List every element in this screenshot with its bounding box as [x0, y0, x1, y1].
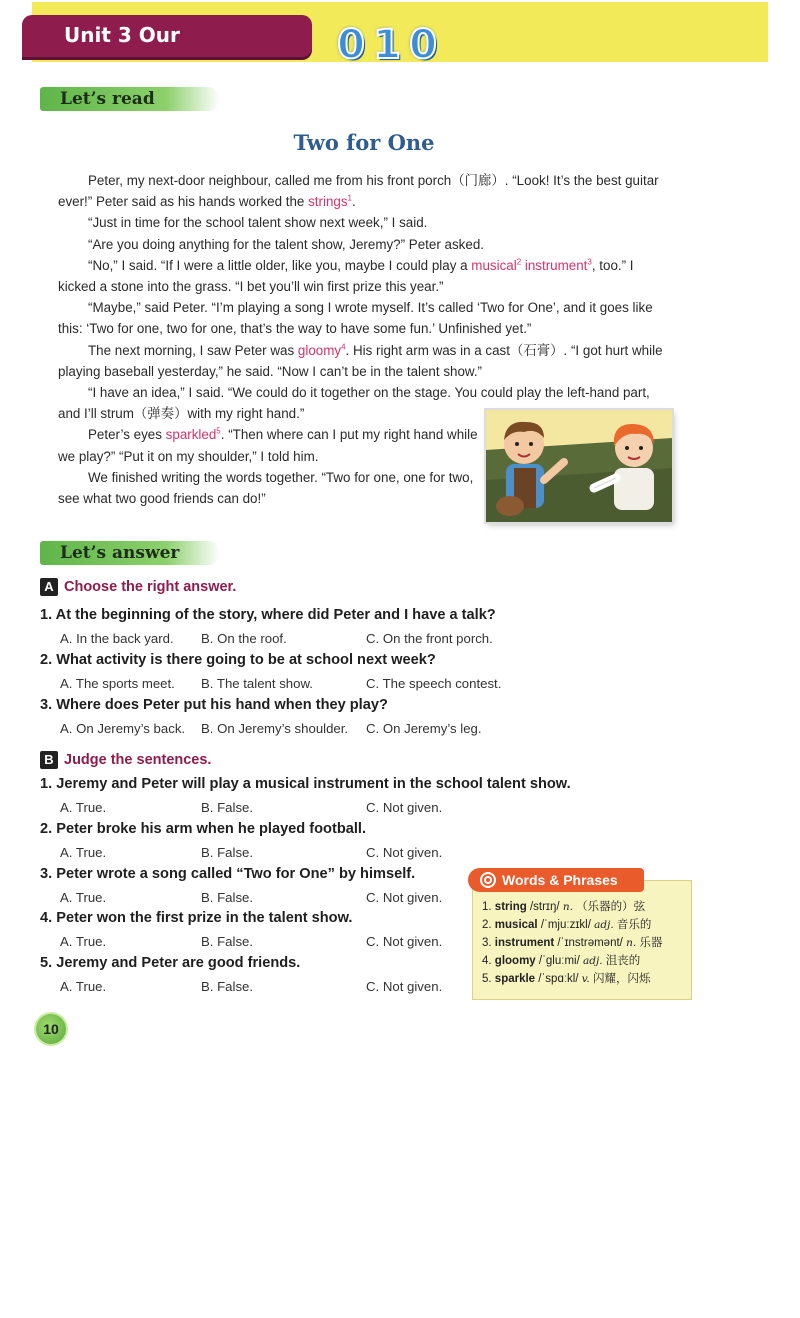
option[interactable]: A. True.: [60, 800, 107, 815]
option[interactable]: B. The talent show.: [201, 676, 313, 691]
keyword: gloomy: [297, 342, 342, 358]
page-digit: 0: [337, 22, 365, 68]
words-phrases-tag: [468, 868, 644, 892]
keyword: strings: [308, 194, 348, 210]
vocab-list: [482, 898, 662, 988]
keyword: instrument: [524, 257, 588, 273]
question: 3. Peter wrote a song called “Two for One” by himself.: [40, 866, 416, 882]
story-illustration: [486, 410, 672, 522]
section-letter: A: [40, 578, 58, 596]
option[interactable]: B. False.: [201, 979, 254, 994]
question: 2. What activity is there going to be at school next week?: [40, 652, 436, 668]
story-paragraph: The next morning, I saw Peter was gloomy$^4$. His right arm was in a cast（石膏）. “I got hurt while playing baseball yesterday,” he said. “Now I can’t be in the talent show.”: [58, 342, 663, 379]
option[interactable]: B. False.: [201, 800, 254, 815]
section-title: Choose the right answer.: [64, 579, 237, 595]
option[interactable]: C. Not given.: [366, 979, 443, 994]
option[interactable]: C. On the front porch.: [366, 631, 493, 646]
option[interactable]: A. True.: [60, 845, 107, 860]
question: 2. Peter broke his arm when he played football.: [40, 821, 367, 837]
keyword: musical: [471, 257, 517, 273]
option[interactable]: C. Not given.: [366, 800, 443, 815]
option[interactable]: B. On Jeremy’s shoulder.: [201, 721, 349, 736]
option[interactable]: C. Not given.: [366, 890, 443, 905]
story-paragraph: Peter’s eyes sparkled$^5$. “Then where can I put my right hand while we play?” “Put it on my shoulder,” I told him.: [58, 426, 478, 464]
story-paragraph: “Just in time for the school talent show next week,” I said.: [88, 215, 428, 231]
vocab-item: 5. sparkle /ˈspɑːkl/ v. 闪耀，闪烁: [482, 973, 651, 985]
option[interactable]: C. On Jeremy’s leg.: [366, 721, 482, 736]
footer-page-number: 10: [36, 1014, 66, 1044]
section-letter: B: [40, 751, 58, 769]
story-paragraph: “Are you doing anything for the talent show, Jeremy?” Peter asked.: [88, 236, 484, 252]
vocab-item: 2. musical /ˈmjuːzɪkl/ adj. 音乐的: [482, 919, 652, 931]
keyword: sparkled: [165, 427, 217, 443]
section-a-heading: [40, 578, 236, 596]
option[interactable]: A. On Jeremy’s back.: [60, 721, 186, 736]
question: 1. Jeremy and Peter will play a musical instrument in the school talent show.: [40, 776, 571, 792]
story-title: Two for One: [293, 130, 435, 155]
option[interactable]: A. The sports meet.: [60, 676, 175, 691]
story-paragraph: “I have an idea,” I said. “We could do it together on the stage. You could play the left-hand part, and I’ll strum（弹奏）with my right hand.”: [58, 385, 650, 422]
unit-title: Unit 3 Our Neighbours: [64, 23, 194, 87]
vocab-item: 4. gloomy /ˈgluːmi/ adj. 沮丧的: [482, 955, 641, 967]
story-paragraph: “No,” I said. “If I were a little older, like you, maybe I could play a musical$^2$ instrument$^3$, too.” I kicked a stone into the grass. “I bet you’ll win first prize this year.”: [58, 257, 634, 295]
story-paragraph: “Maybe,” said Peter. “I’m playing a song I wrote myself. It’s called ‘Two for One’, and it goes like this: ‘Two for one, two for one, that’s the way to have some fun.’ Unfinished yet.”: [58, 300, 653, 337]
question: 5. Jeremy and Peter are good friends.: [40, 955, 301, 971]
vocab-item: 1. string /strɪŋ/ n. （乐器的）弦: [482, 901, 646, 913]
option[interactable]: B. On the roof.: [201, 631, 287, 646]
vocab-item: 3. instrument /ˈɪnstrəmənt/ n. 乐器: [482, 937, 663, 949]
words-phrases-title: Words & Phrases: [502, 872, 618, 888]
option[interactable]: A. True.: [60, 890, 107, 905]
lets-read-banner: [40, 87, 220, 111]
target-icon: [480, 872, 496, 888]
option[interactable]: B. False.: [201, 890, 254, 905]
section-title: Judge the sentences.: [64, 752, 212, 768]
question: 3. Where does Peter put his hand when they play?: [40, 697, 388, 713]
option[interactable]: A. True.: [60, 979, 107, 994]
option[interactable]: C. Not given.: [366, 934, 443, 949]
unit-title-tab: [22, 15, 312, 87]
story-paragraph: We finished writing the words together. “Two for one, one for two, see what two good friends can do!”: [58, 469, 474, 507]
lets-read-label: Let’s read: [60, 89, 155, 109]
option[interactable]: C. The speech contest.: [366, 676, 502, 691]
question: 4. Peter won the first prize in the talent show.: [40, 910, 353, 926]
question: 1. At the beginning of the story, where did Peter and I have a talk?: [40, 607, 496, 623]
option[interactable]: A. True.: [60, 934, 107, 949]
lets-answer-banner: [40, 541, 220, 565]
option[interactable]: B. False.: [201, 934, 254, 949]
option[interactable]: C. Not given.: [366, 845, 443, 860]
story-paragraph: Peter, my next-door neighbour, called me from his front porch（门廊）. “Look! It’s the best guitar ever!” Peter said as his hands worked the strings$^1$.: [58, 173, 659, 210]
option[interactable]: B. False.: [201, 845, 254, 860]
page-digit: 1: [373, 22, 401, 68]
page-number-badge: [334, 22, 440, 70]
option[interactable]: A. In the back yard.: [60, 631, 174, 646]
section-b-heading: [40, 751, 211, 769]
page-digit: 0: [409, 22, 437, 68]
lets-answer-label: Let’s answer: [60, 543, 180, 563]
